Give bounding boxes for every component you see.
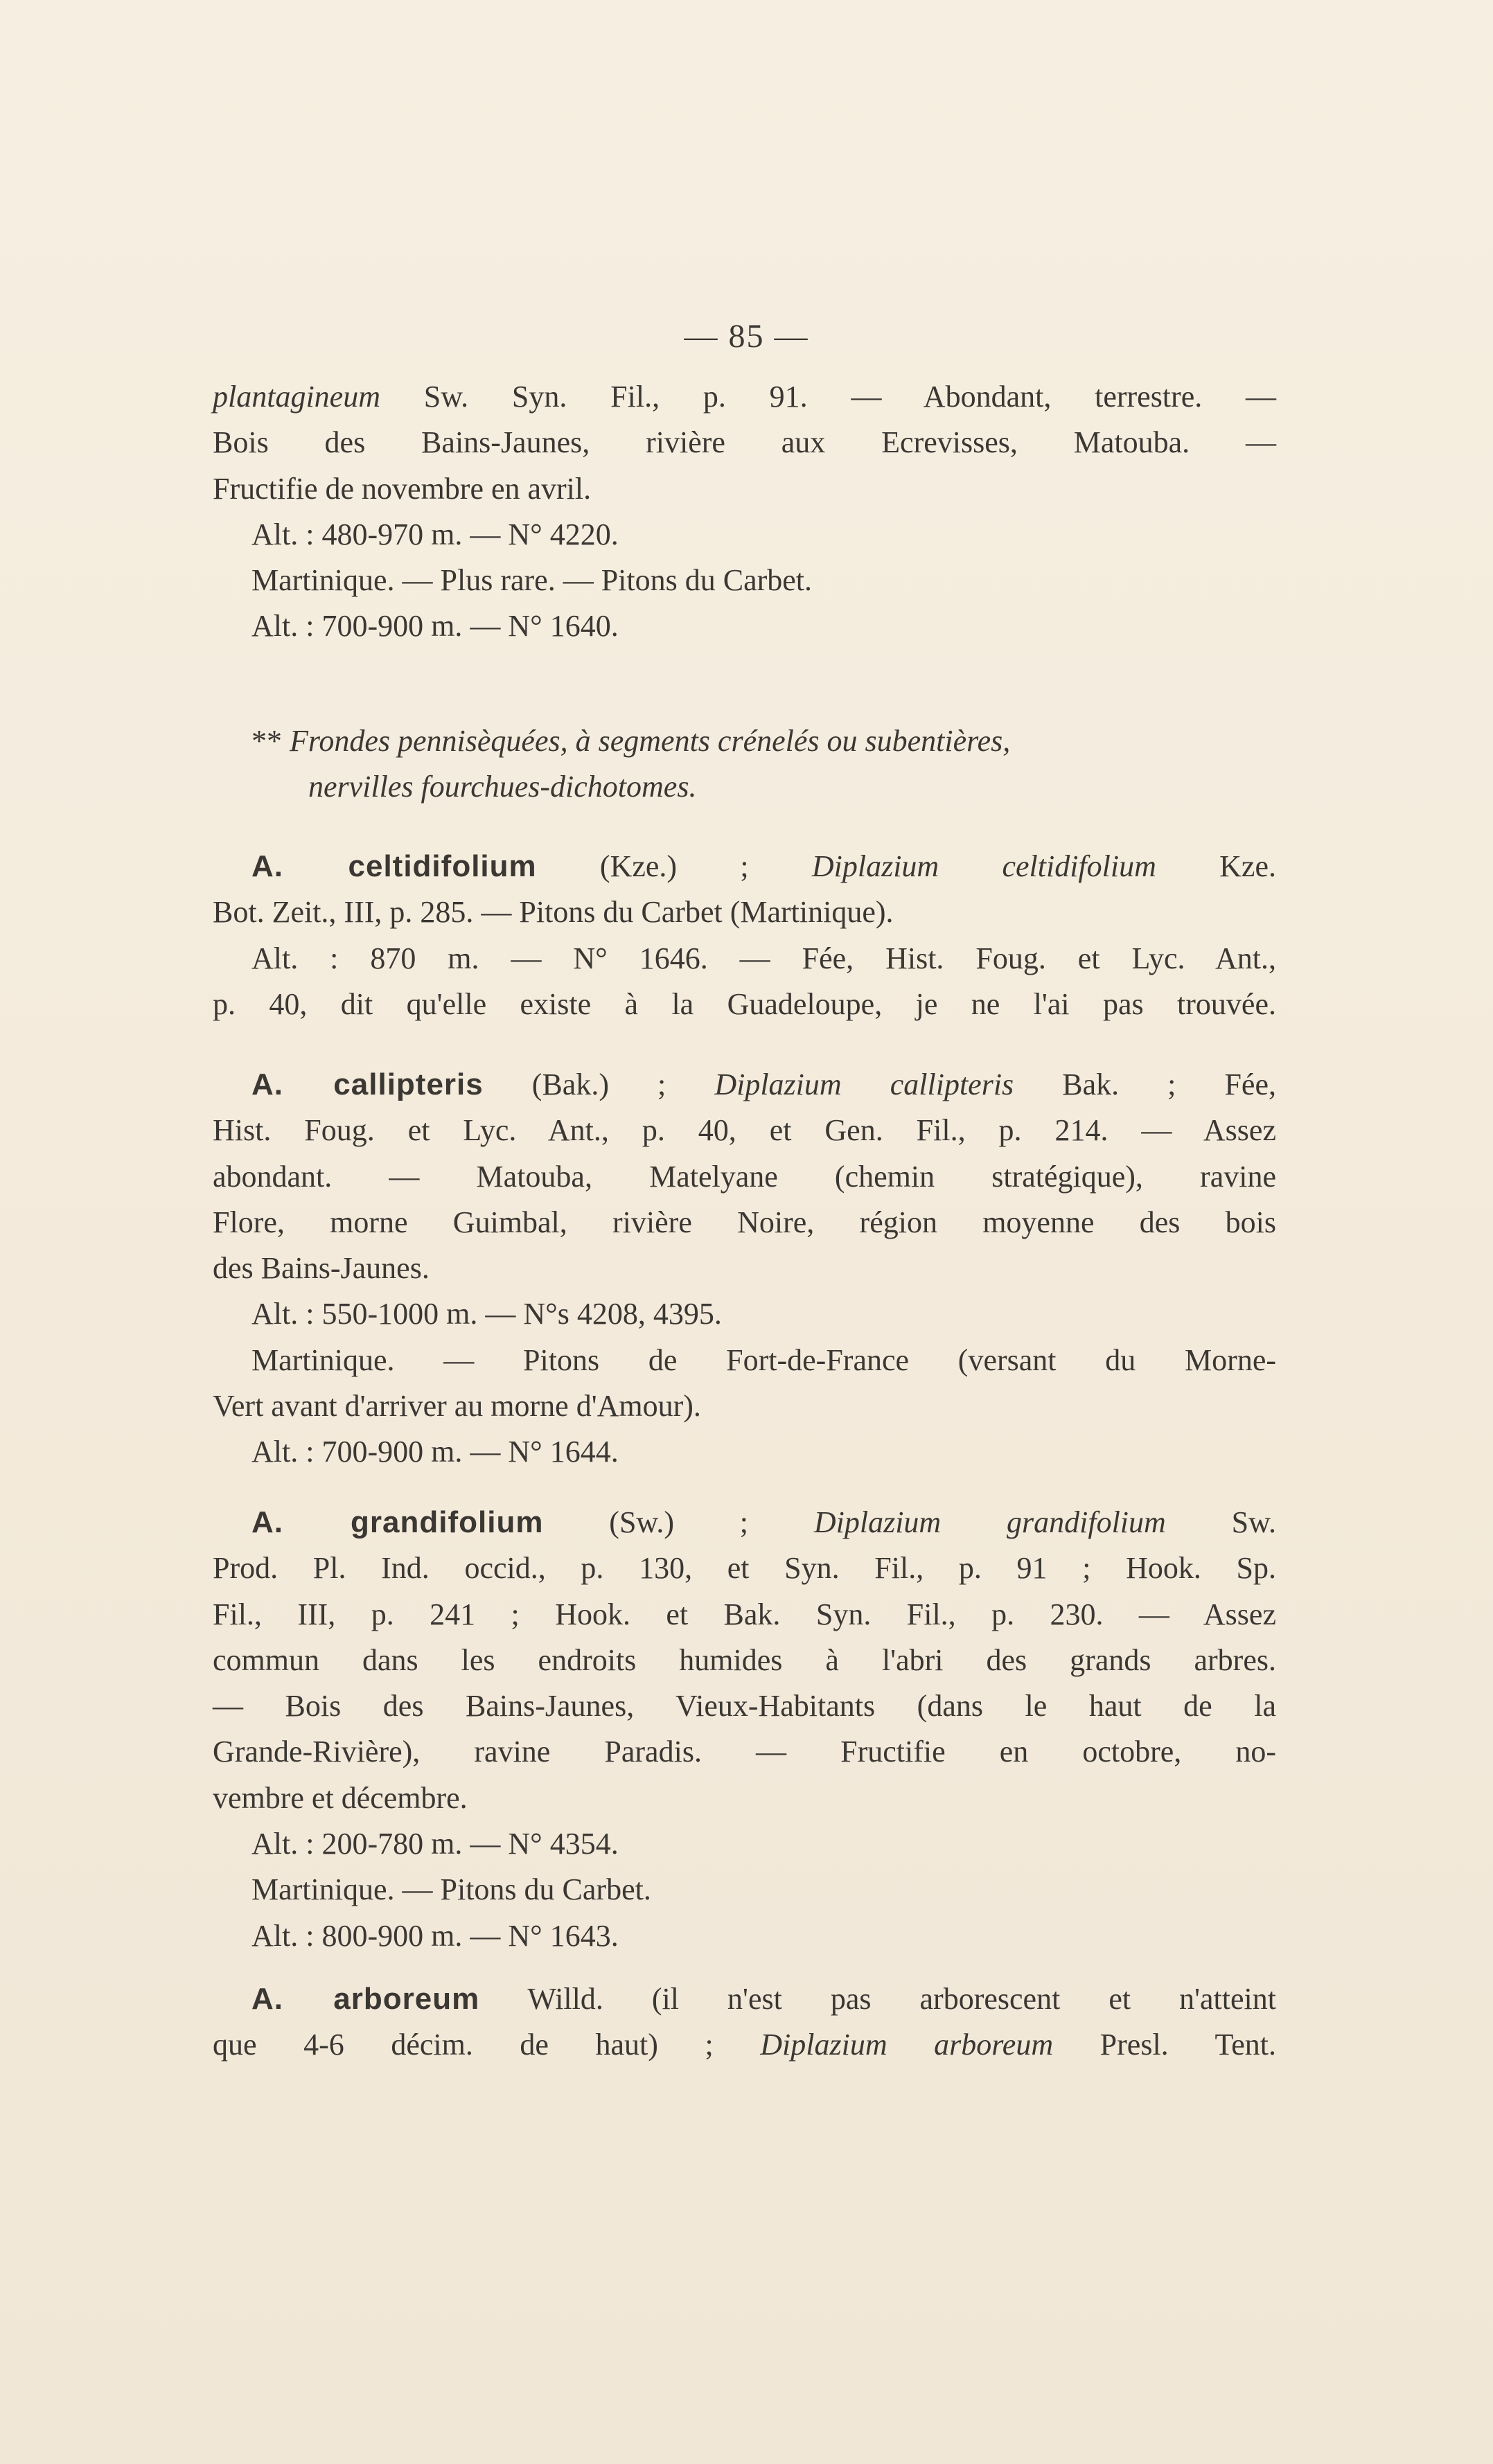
- text-run: Sw. Syn. Fil., p. 91. — Abondant, terrestre. —: [380, 380, 1276, 414]
- text-line: [213, 1821, 1276, 1867]
- genus-name: celtidifolium: [348, 849, 537, 883]
- text-run: des Bains-Jaunes.: [213, 1251, 430, 1286]
- text-run: Fil., III, p. 241 ; Hook. et Bak. Syn. Fil., p. 230. — Assez: [213, 1597, 1276, 1631]
- text-run: Martinique. — Plus rare. — Pitons du Carbet.: [251, 563, 813, 598]
- text-line: [213, 1062, 1276, 1108]
- italic-text: nervilles fourchues-dichotomes.: [308, 770, 697, 804]
- text-run: commun dans les endroits humides à l'abri des grands arbres.: [213, 1642, 1276, 1677]
- text-line: [213, 1867, 1276, 1913]
- text-line: [213, 844, 1276, 889]
- genus-name: A.: [251, 1505, 351, 1539]
- italic-text: Diplazium celtidifolium: [811, 849, 1156, 883]
- text-run: Bois des Bains-Jaunes, rivière aux Ecrevisses, Matouba. —: [213, 425, 1276, 460]
- text-run: abondant. — Matouba, Matelyane (chemin stratégique), ravine: [213, 1159, 1276, 1194]
- text-run: (Kze.) ;: [536, 849, 812, 883]
- text-line: [213, 1545, 1276, 1591]
- italic-text: plantagineum: [213, 380, 380, 414]
- genus-name: A.: [251, 1982, 334, 2016]
- text-run: (Sw.) ;: [543, 1505, 814, 1539]
- italic-text: Frondes pennisèquées, à segments crénelés ou subentières,: [290, 724, 1011, 758]
- text-line: [213, 1108, 1276, 1153]
- genus-name: callipteris: [333, 1067, 484, 1101]
- text-run: Grande-Rivière), ravine Paradis. — Fructifie en octobre, no-: [213, 1735, 1276, 1769]
- text-line: [213, 1592, 1276, 1638]
- page-number: — 85 —: [684, 318, 809, 355]
- text-line: [213, 603, 1276, 649]
- section-heading-frondes: [213, 718, 1276, 810]
- text-run: Flore, morne Guimbal, rivière Noire, région moyenne des bois: [213, 1205, 1276, 1239]
- text-line: [213, 1429, 1276, 1475]
- text-run: Alt. : 480-970 m. — N° 4220.: [251, 517, 619, 551]
- text-line: [213, 420, 1276, 466]
- text-line: [213, 1638, 1276, 1683]
- text-line: [213, 1246, 1276, 1291]
- text-run: Alt. : 550-1000 m. — N°s 4208, 4395.: [251, 1297, 722, 1331]
- text-run: Kze.: [1156, 849, 1276, 883]
- text-line: [213, 1775, 1276, 1821]
- text-line: [213, 764, 1276, 810]
- text-line: [213, 936, 1276, 982]
- text-run: Fructifie de novembre en avril.: [213, 471, 592, 506]
- genus-name: grandifolium: [351, 1505, 544, 1539]
- text-line: [213, 1383, 1276, 1429]
- genus-name: A.: [251, 849, 348, 883]
- italic-text: Diplazium arboreum: [760, 2028, 1054, 2062]
- text-run: Martinique. — Pitons de Fort-de-France (versant du Morne-: [251, 1342, 1276, 1377]
- text-run: Hist. Foug. et Lyc. Ant., p. 40, et Gen. Fil., p. 214. — Assez: [213, 1113, 1276, 1148]
- text-run: que 4-6 décim. de haut) ;: [213, 2028, 761, 2062]
- text-line: [213, 1683, 1276, 1729]
- text-run: Vert avant d'arriver au morne d'Amour).: [213, 1389, 701, 1424]
- entry-arboreum: [213, 1976, 1276, 2068]
- text-run: Bot. Zeit., III, p. 285. — Pitons du Carbet (Martinique).: [213, 895, 894, 930]
- text-run: Sw.: [1165, 1505, 1277, 1539]
- text-line: [213, 982, 1276, 1027]
- text-run: Alt. : 870 m. — N° 1646. — Fée, Hist. Foug. et Lyc. Ant.,: [251, 941, 1276, 975]
- genus-name: A.: [251, 1067, 334, 1101]
- text-line: [213, 466, 1276, 512]
- entry-grandifolium: [213, 1500, 1276, 1959]
- text-run: Alt. : 700-900 m. — N° 1644.: [251, 1435, 619, 1469]
- text-run: Bak. ; Fée,: [1014, 1067, 1276, 1101]
- text-line: [213, 558, 1276, 603]
- text-run: Presl. Tent.: [1053, 2028, 1277, 2062]
- italic-text: Diplazium callipteris: [714, 1067, 1014, 1101]
- text-line: [213, 374, 1276, 420]
- text-run: vembre et décembre.: [213, 1780, 468, 1815]
- paragraph-plantagineum: [213, 374, 1276, 650]
- text-run: **: [251, 724, 290, 758]
- text-line: [213, 1338, 1276, 1383]
- text-line: [213, 512, 1276, 558]
- text-run: — Bois des Bains-Jaunes, Vieux-Habitants (dans le haut de la: [213, 1689, 1276, 1723]
- text-run: Alt. : 700-900 m. — N° 1640.: [251, 609, 619, 644]
- entry-celtidifolium: [213, 844, 1276, 1027]
- text-line: [213, 1729, 1276, 1775]
- text-line: [213, 1291, 1276, 1337]
- italic-text: Diplazium grandifolium: [813, 1505, 1166, 1539]
- text-run: Prod. Pl. Ind. occid., p. 130, et Syn. Fil., p. 91 ; Hook. Sp.: [213, 1551, 1276, 1586]
- text-run: (Bak.) ;: [483, 1067, 715, 1101]
- text-line: [213, 1913, 1276, 1959]
- text-line: [213, 1500, 1276, 1545]
- text-run: Martinique. — Pitons du Carbet.: [251, 1872, 651, 1907]
- text-run: Alt. : 200-780 m. — N° 4354.: [251, 1827, 619, 1861]
- text-run: Willd. (il n'est pas arborescent et n'atteint: [479, 1982, 1276, 2016]
- text-line: [213, 889, 1276, 935]
- text-run: p. 40, dit qu'elle existe à la Guadeloupe, je ne l'ai pas trouvée.: [213, 986, 1276, 1021]
- text-run: Alt. : 800-900 m. — N° 1643.: [251, 1918, 619, 1953]
- text-line: [213, 718, 1276, 764]
- text-line: [213, 1154, 1276, 1200]
- text-line: [213, 2022, 1276, 2068]
- text-line: [213, 1976, 1276, 2022]
- genus-name: arboreum: [333, 1982, 480, 2016]
- entry-callipteris: [213, 1062, 1276, 1475]
- text-line: [213, 1200, 1276, 1246]
